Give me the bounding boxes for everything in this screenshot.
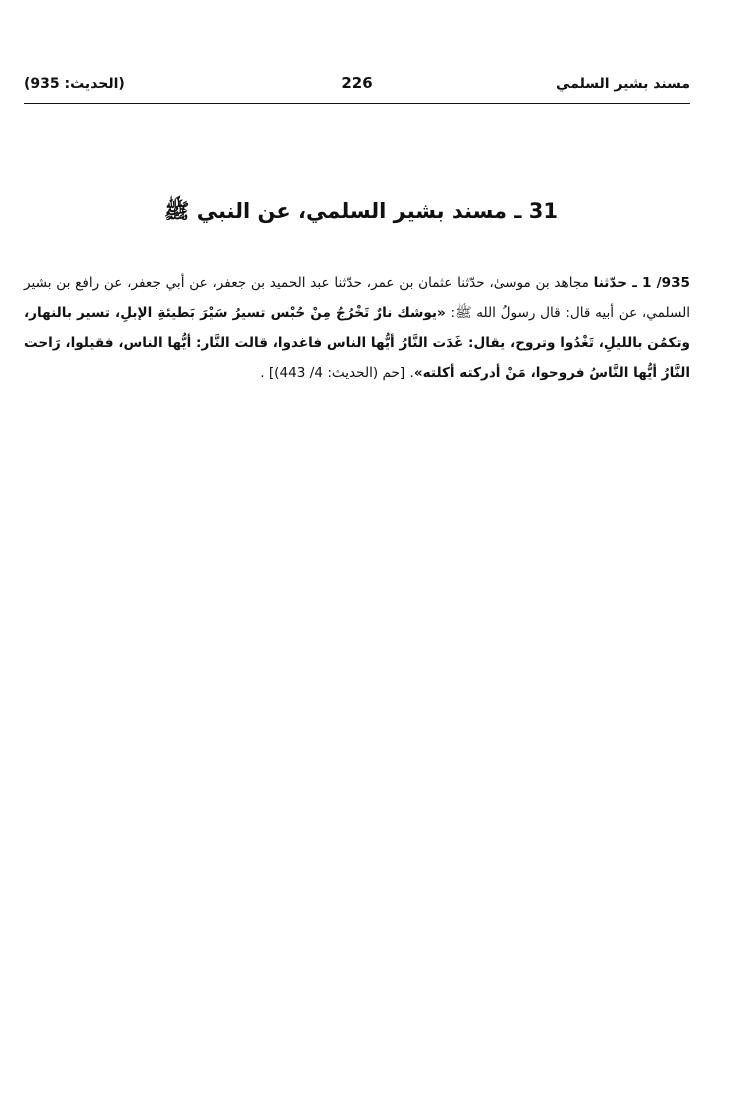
hadith-matn: «يوشك نارٌ تَخْرُجُ مِنْ حُبْس تسيرُ سَيْرَ بَطيئةِ الإبلِ، تسير بالنهار، وتكمُن بالليلِ، تَغْدُوا وتروح، يقال: غَدَت النَّارُ أيُّها الناس فاغدوا، قالت النَّار: أيُّها الناس، فقيلوا، رَاحت النَّارُ أيُّها النَّاسُ فروحوا، مَنْ أدركته أكلته»: [24, 304, 690, 381]
section-title: 31 ـ مسند بشير السلمي، عن النبي ﷺ: [164, 199, 558, 223]
hadith-reference: . [حم (الحديث: 4/ 443)] .: [260, 364, 414, 381]
hadith-isnad: مجاهد بن موسىٰ، حدّثنا عثمان بن عمر، حدّثنا عبد الحميد بن جعفر، عن أبي جعفر، عن رافع بن بشير السلمي، عن أبيه قال: قال رسولُ الله ﷺ:: [24, 274, 690, 321]
page-number: 226: [341, 74, 373, 92]
page-header: [24, 74, 690, 100]
hadith-text: [24, 268, 690, 388]
running-head-book-title: مسند بشير السلمي: [556, 76, 690, 92]
running-head-hadith-ref: (الحديث: 935): [24, 76, 125, 92]
header-rule: [24, 103, 690, 104]
hadith-number: 935/ 1 ـ حدّثنا: [593, 274, 690, 291]
